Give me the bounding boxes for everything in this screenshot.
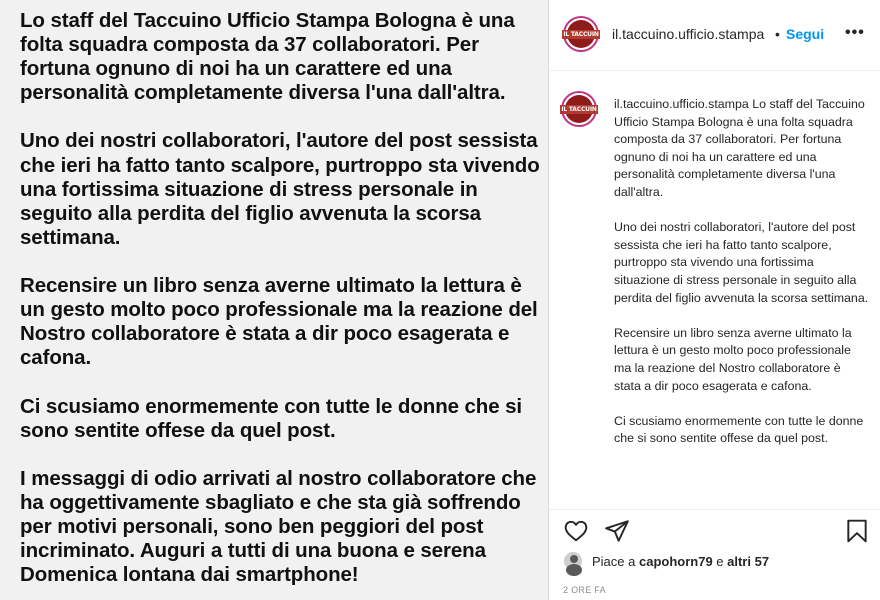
post-image-text	[20, 9, 540, 587]
caption-paragraph	[614, 96, 870, 202]
avatar-image	[561, 95, 597, 123]
image-paragraph: Ci scusiamo enormemente con tutte le donne che si sono sentite offese da quel post.	[20, 394, 523, 442]
follow-button[interactable]: Segui	[786, 26, 825, 42]
caption-text	[614, 96, 870, 465]
post-timestamp[interactable]: 2 ORE FA	[563, 585, 606, 595]
caption-paragraph: Recensire un libro senza averne ultimato la lettura è un gesto molto poco professionale ma la reazione del Nostro collaboratore è stata a dir poco esagerata e cafona.	[614, 325, 852, 393]
caption-paragraph: Uno dei nostri collaboratori, l'autore del post sessista che ieri ha fatto tanto scalpore, purtroppo sta vivendo una fortissima situazione di stress personale in seguito alla perdita del figlio avvenuta la scorsa settimana.	[614, 220, 869, 305]
caption-avatar[interactable]	[561, 91, 597, 127]
profile-avatar[interactable]	[563, 16, 599, 52]
caption-paragraph-text: Lo staff del Taccuino Ufficio Stampa Bologna è una folta squadra composta da 37 collaboratori. Per fortuna ognuno di noi ha un carattere ed una personalità completamente diversa l'una dall'altra.	[614, 97, 865, 199]
liker-username-link[interactable]: capohorn79	[638, 553, 713, 569]
caption-username-link[interactable]: il.taccuino.ufficio.stampa	[614, 97, 749, 111]
header-username-link[interactable]: il.taccuino.ufficio.stampa	[612, 26, 765, 42]
caption-paragraph: Ci scusiamo enormemente con tutte le donne che si sono sentite offese da quel post.	[614, 413, 864, 446]
bookmark-icon[interactable]	[844, 518, 870, 544]
image-paragraph: Lo staff del Taccuino Ufficio Stampa Bologna è una folta squadra composta da 37 collaboratori. Per fortuna ognuno di noi ha un carattere ed una personalità completamente diversa l'una dall'altra.	[20, 9, 515, 105]
post-actions	[549, 509, 880, 600]
avatar-logo-text: IL TACCUIN	[563, 30, 599, 38]
avatar-image	[563, 20, 599, 48]
post-header	[549, 0, 880, 71]
likes-prefix: Piace a	[592, 553, 639, 569]
image-paragraph: Recensire un libro senza averne ultimato la lettura è un gesto molto poco professionale ma la reazione del Nostro collaboratore è stata a dir poco esagerata e cafona.	[20, 274, 538, 370]
image-paragraph: Uno dei nostri collaboratori, l'autore del post sessista che ieri ha fatto tanto scalpore, purtroppo sta vivendo una fortissima situazione di stress personale in seguito alla perdita del figlio avvenuta la scorsa settimana.	[20, 129, 540, 249]
avatar-logo-text: IL TACCUIN	[561, 105, 597, 113]
likes-others-link[interactable]: altri 57	[727, 553, 770, 569]
image-paragraph: I messaggi di odio arrivati al nostro collaboratore che ha oggettivamente sbagliato e che sta già soffrendo per motivi personali, sono ben peggiori del post incriminato. Auguri a tutti di una buona e serena Domenica lontana dai smartphone!	[20, 466, 537, 587]
post-sidebar	[549, 0, 880, 600]
likes-text	[592, 554, 769, 569]
more-options-icon[interactable]: •••	[845, 24, 865, 41]
separator-dot: •	[775, 26, 780, 42]
share-send-icon[interactable]	[604, 518, 630, 544]
likes-row[interactable]	[563, 550, 769, 572]
caption-area[interactable]	[549, 71, 880, 509]
liker-avatar	[563, 551, 583, 571]
heart-icon[interactable]	[563, 518, 589, 544]
likes-middle: e	[712, 553, 728, 569]
